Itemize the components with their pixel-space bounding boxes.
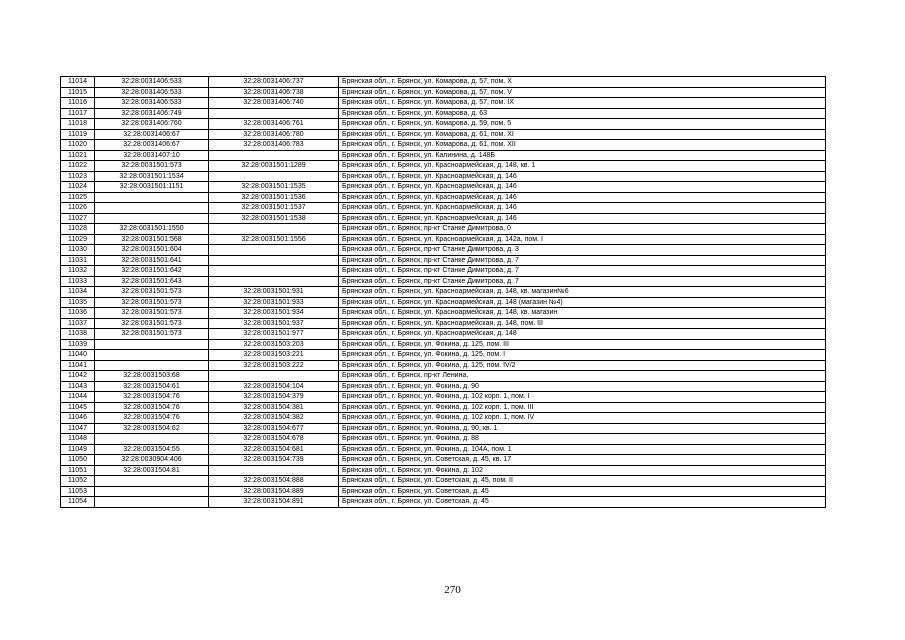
address-cell: Брянская обл., г. Брянск, ул. Фокина, д. 90: [339, 381, 826, 392]
address-cell: Брянская обл., г. Брянск, ул. Фокина, д. 104А, пом. 1: [339, 444, 826, 455]
table-row: [61, 329, 826, 340]
table-row: [61, 161, 826, 172]
table-row: [61, 150, 826, 161]
address-cell: Брянская обл., г. Брянск, ул. Красноармейская, д. 148, кв. магазин№6: [339, 287, 826, 298]
object-cadastral-number-cell: 32:28:0031504:678: [209, 434, 339, 445]
address-cell: Брянская обл., г. Брянск, ул. Советская, д. 45, пом. II: [339, 476, 826, 487]
page-number: 270: [444, 584, 461, 596]
object-cadastral-number-cell: 32:28:0031503:222: [209, 360, 339, 371]
land-cadastral-number-cell: 32:28:0031504:61: [95, 381, 209, 392]
object-cadastral-number-cell: 32:28:0031501:934: [209, 308, 339, 319]
land-cadastral-number-cell: 32:28:0031406:749: [95, 108, 209, 119]
land-cadastral-number-cell: 32:28:0031501:1151: [95, 182, 209, 193]
land-cadastral-number-cell: 32:28:0031501:573: [95, 297, 209, 308]
object-cadastral-number-cell: 32:28:0031501:1289: [209, 161, 339, 172]
address-cell: Брянская обл., г. Брянск, ул. Фокина, д. 102 корп. 1, пом. III: [339, 402, 826, 413]
land-cadastral-number-cell: [95, 192, 209, 203]
table-row: [61, 318, 826, 329]
row-number-cell: 11053: [61, 486, 95, 497]
land-cadastral-number-cell: [95, 213, 209, 224]
table-row: [61, 234, 826, 245]
land-cadastral-number-cell: 32:28:0031407:10: [95, 150, 209, 161]
land-cadastral-number-cell: 32:28:0031501:641: [95, 255, 209, 266]
table-row: [61, 266, 826, 277]
registry-table: [60, 76, 826, 508]
row-number-cell: 11042: [61, 371, 95, 382]
row-number-cell: 11021: [61, 150, 95, 161]
land-cadastral-number-cell: 32:28:0031501:573: [95, 308, 209, 319]
row-number-cell: 11031: [61, 255, 95, 266]
object-cadastral-number-cell: 32:28:0031504:382: [209, 413, 339, 424]
registry-table-body: [61, 77, 826, 508]
land-cadastral-number-cell: 32:28:0031504:62: [95, 423, 209, 434]
address-cell: Брянская обл., г. Брянск, ул. Красноармейская, д. 148 (магазин №4): [339, 297, 826, 308]
table-row: [61, 77, 826, 88]
object-cadastral-number-cell: 32:28:0031504:381: [209, 402, 339, 413]
row-number-cell: 11043: [61, 381, 95, 392]
address-cell: Брянская обл., г. Брянск, ул. Красноармейская, д. 148, кв. 1: [339, 161, 826, 172]
address-cell: Брянская обл., г. Брянск, ул. Красноармейская, д. 146: [339, 192, 826, 203]
row-number-cell: 11044: [61, 392, 95, 403]
object-cadastral-number-cell: 32:28:0031501:1536: [209, 192, 339, 203]
table-row: [61, 182, 826, 193]
land-cadastral-number-cell: 32:28:0031406:760: [95, 119, 209, 130]
address-cell: Брянская обл., г. Брянск, пр-кт Станке Димитрова, д. 7: [339, 266, 826, 277]
object-cadastral-number-cell: [209, 465, 339, 476]
land-cadastral-number-cell: 32:28:0031501:643: [95, 276, 209, 287]
land-cadastral-number-cell: 32:28:0031504:81: [95, 465, 209, 476]
object-cadastral-number-cell: 32:28:0031501:933: [209, 297, 339, 308]
table-row: [61, 287, 826, 298]
object-cadastral-number-cell: 32:28:0031501:1556: [209, 234, 339, 245]
land-cadastral-number-cell: 32:28:0031504:55: [95, 444, 209, 455]
address-cell: Брянская обл., г. Брянск, пр-кт Станке Димитрова, 0: [339, 224, 826, 235]
row-number-cell: 11014: [61, 77, 95, 88]
table-row: [61, 423, 826, 434]
land-cadastral-number-cell: 32:28:0031501:604: [95, 245, 209, 256]
object-cadastral-number-cell: 32:28:0031501:1535: [209, 182, 339, 193]
table-row: [61, 402, 826, 413]
land-cadastral-number-cell: 32:28:0031503:68: [95, 371, 209, 382]
object-cadastral-number-cell: 32:28:0031501:937: [209, 318, 339, 329]
address-cell: Брянская обл., г. Брянск, пр-кт Станке Димитрова, д. 3: [339, 245, 826, 256]
table-row: [61, 486, 826, 497]
object-cadastral-number-cell: [209, 276, 339, 287]
table-row: [61, 224, 826, 235]
address-cell: Брянская обл., г. Брянск, ул. Советская, д. 45: [339, 486, 826, 497]
row-number-cell: 11045: [61, 402, 95, 413]
land-cadastral-number-cell: 32:28:0031501:573: [95, 287, 209, 298]
land-cadastral-number-cell: [95, 434, 209, 445]
land-cadastral-number-cell: 32:28:0031406:67: [95, 129, 209, 140]
object-cadastral-number-cell: 32:28:0031406:737: [209, 77, 339, 88]
row-number-cell: 11032: [61, 266, 95, 277]
object-cadastral-number-cell: [209, 150, 339, 161]
row-number-cell: 11019: [61, 129, 95, 140]
land-cadastral-number-cell: 32:28:0031504:76: [95, 402, 209, 413]
row-number-cell: 11041: [61, 360, 95, 371]
land-cadastral-number-cell: 32:28:0031501:573: [95, 318, 209, 329]
land-cadastral-number-cell: 32:28:0031504:76: [95, 392, 209, 403]
table-row: [61, 444, 826, 455]
row-number-cell: 11034: [61, 287, 95, 298]
table-row: [61, 98, 826, 109]
row-number-cell: 11050: [61, 455, 95, 466]
object-cadastral-number-cell: 32:28:0031504:891: [209, 497, 339, 508]
row-number-cell: 11052: [61, 476, 95, 487]
object-cadastral-number-cell: 32:28:0031406:780: [209, 129, 339, 140]
table-row: [61, 140, 826, 151]
row-number-cell: 11018: [61, 119, 95, 130]
object-cadastral-number-cell: [209, 266, 339, 277]
table-row: [61, 455, 826, 466]
row-number-cell: 11023: [61, 171, 95, 182]
row-number-cell: 11049: [61, 444, 95, 455]
address-cell: Брянская обл., г. Брянск, ул. Красноармейская, д. 146: [339, 213, 826, 224]
object-cadastral-number-cell: 32:28:0031501:977: [209, 329, 339, 340]
table-row: [61, 108, 826, 119]
table-row: [61, 476, 826, 487]
table-row: [61, 87, 826, 98]
table-row: [61, 308, 826, 319]
object-cadastral-number-cell: 32:28:0031406:761: [209, 119, 339, 130]
table-row: [61, 203, 826, 214]
table-row: [61, 465, 826, 476]
row-number-cell: 11016: [61, 98, 95, 109]
address-cell: Брянская обл., г. Брянск, ул. Фокина, д. 88: [339, 434, 826, 445]
object-cadastral-number-cell: [209, 371, 339, 382]
table-row: [61, 413, 826, 424]
row-number-cell: 11047: [61, 423, 95, 434]
object-cadastral-number-cell: 32:28:0031504:739: [209, 455, 339, 466]
land-cadastral-number-cell: 32:28:0031501:568: [95, 234, 209, 245]
row-number-cell: 11020: [61, 140, 95, 151]
object-cadastral-number-cell: 32:28:0031504:379: [209, 392, 339, 403]
row-number-cell: 11035: [61, 297, 95, 308]
row-number-cell: 11025: [61, 192, 95, 203]
table-row: [61, 434, 826, 445]
row-number-cell: 11040: [61, 350, 95, 361]
object-cadastral-number-cell: 32:28:0031504:104: [209, 381, 339, 392]
object-cadastral-number-cell: 32:28:0031504:677: [209, 423, 339, 434]
address-cell: Брянская обл., г. Брянск, пр-кт Станке Димитрова, д. 7: [339, 276, 826, 287]
address-cell: Брянская обл., г. Брянск, ул. Комарова, д. 63: [339, 108, 826, 119]
land-cadastral-number-cell: [95, 497, 209, 508]
address-cell: Брянская обл., г. Брянск, ул. Красноармейская, д. 146: [339, 203, 826, 214]
object-cadastral-number-cell: 32:28:0031406:740: [209, 98, 339, 109]
object-cadastral-number-cell: 32:28:0031501:1538: [209, 213, 339, 224]
land-cadastral-number-cell: 32:28:0031501:573: [95, 161, 209, 172]
object-cadastral-number-cell: [209, 255, 339, 266]
table-row: [61, 276, 826, 287]
address-cell: Брянская обл., г. Брянск, ул. Калинина, д. 148Б: [339, 150, 826, 161]
address-cell: Брянская обл., г. Брянск, ул. Фокина, д. 90, кв. 1: [339, 423, 826, 434]
table-row: [61, 497, 826, 508]
row-number-cell: 11030: [61, 245, 95, 256]
table-row: [61, 171, 826, 182]
row-number-cell: 11015: [61, 87, 95, 98]
table-row: [61, 255, 826, 266]
address-cell: Брянская обл., г. Брянск, ул. Комарова, д. 61, пом. XII: [339, 140, 826, 151]
table-row: [61, 213, 826, 224]
land-cadastral-number-cell: [95, 350, 209, 361]
land-cadastral-number-cell: 32:28:0031501:1550: [95, 224, 209, 235]
row-number-cell: 11036: [61, 308, 95, 319]
land-cadastral-number-cell: 32:28:0031501:1534: [95, 171, 209, 182]
table-row: [61, 360, 826, 371]
table-row: [61, 297, 826, 308]
land-cadastral-number-cell: 32:28:0031406:533: [95, 98, 209, 109]
land-cadastral-number-cell: 32:28:0031406:533: [95, 77, 209, 88]
row-number-cell: 11033: [61, 276, 95, 287]
object-cadastral-number-cell: 32:28:0031503:203: [209, 339, 339, 350]
table-row: [61, 129, 826, 140]
land-cadastral-number-cell: [95, 360, 209, 371]
object-cadastral-number-cell: 32:28:0031504:681: [209, 444, 339, 455]
address-cell: Брянская обл., г. Брянск, ул. Красноармейская, д. 142а, пом. I: [339, 234, 826, 245]
object-cadastral-number-cell: 32:28:0031504:889: [209, 486, 339, 497]
row-number-cell: 11046: [61, 413, 95, 424]
row-number-cell: 11026: [61, 203, 95, 214]
land-cadastral-number-cell: 32:28:0030904:406: [95, 455, 209, 466]
row-number-cell: 11017: [61, 108, 95, 119]
object-cadastral-number-cell: 32:28:0031501:931: [209, 287, 339, 298]
table-row: [61, 192, 826, 203]
object-cadastral-number-cell: [209, 171, 339, 182]
row-number-cell: 11039: [61, 339, 95, 350]
address-cell: Брянская обл., г. Брянск, ул. Комарова, д. 57, пом. IX: [339, 98, 826, 109]
address-cell: Брянская обл., г. Брянск, ул. Комарова, д. 61, пом. XI: [339, 129, 826, 140]
address-cell: Брянская обл., г. Брянск, ул. Фокина, д. 102 корп. 1, пом. IV: [339, 413, 826, 424]
address-cell: Брянская обл., г. Брянск, ул. Фокина, д. 125, пом. III: [339, 339, 826, 350]
row-number-cell: 11054: [61, 497, 95, 508]
row-number-cell: 11038: [61, 329, 95, 340]
land-cadastral-number-cell: 32:28:0031501:573: [95, 329, 209, 340]
address-cell: Брянская обл., г. Брянск, ул. Красноармейская, д. 148, пом. III: [339, 318, 826, 329]
row-number-cell: 11048: [61, 434, 95, 445]
table-row: [61, 119, 826, 130]
table-row: [61, 350, 826, 361]
object-cadastral-number-cell: [209, 224, 339, 235]
address-cell: Брянская обл., г. Брянск, пр-кт Ленина,: [339, 371, 826, 382]
address-cell: Брянская обл., г. Брянск, пр-кт Станке Димитрова, д. 7: [339, 255, 826, 266]
object-cadastral-number-cell: [209, 108, 339, 119]
land-cadastral-number-cell: [95, 486, 209, 497]
object-cadastral-number-cell: [209, 245, 339, 256]
table-row: [61, 245, 826, 256]
address-cell: Брянская обл., г. Брянск, ул. Советская, д. 45: [339, 497, 826, 508]
table-row: [61, 381, 826, 392]
address-cell: Брянская обл., г. Брянск, ул. Красноармейская, д. 148: [339, 329, 826, 340]
address-cell: Брянская обл., г. Брянск, ул. Фокина, д. 125, пом. I: [339, 350, 826, 361]
table-row: [61, 392, 826, 403]
address-cell: Брянская обл., г. Брянск, ул. Фокина, д. 102 корп. 1, пом. I: [339, 392, 826, 403]
address-cell: Брянская обл., г. Брянск, ул. Комарова, д. 59, пом. 5: [339, 119, 826, 130]
address-cell: Брянская обл., г. Брянск, ул. Фокина, д. 102: [339, 465, 826, 476]
address-cell: Брянская обл., г. Брянск, ул. Комарова, д. 57, пом. V: [339, 87, 826, 98]
row-number-cell: 11028: [61, 224, 95, 235]
row-number-cell: 11029: [61, 234, 95, 245]
row-number-cell: 11037: [61, 318, 95, 329]
land-cadastral-number-cell: 32:28:0031501:642: [95, 266, 209, 277]
address-cell: Брянская обл., г. Брянск, ул. Красноармейская, д. 146: [339, 182, 826, 193]
land-cadastral-number-cell: [95, 476, 209, 487]
land-cadastral-number-cell: [95, 339, 209, 350]
land-cadastral-number-cell: 32:28:0031504:76: [95, 413, 209, 424]
object-cadastral-number-cell: 32:28:0031406:738: [209, 87, 339, 98]
row-number-cell: 11027: [61, 213, 95, 224]
object-cadastral-number-cell: 32:28:0031504:888: [209, 476, 339, 487]
table-row: [61, 371, 826, 382]
object-cadastral-number-cell: 32:28:0031406:783: [209, 140, 339, 151]
address-cell: Брянская обл., г. Брянск, ул. Красноармейская, д. 148, кв. магазин: [339, 308, 826, 319]
object-cadastral-number-cell: 32:28:0031501:1537: [209, 203, 339, 214]
address-cell: Брянская обл., г. Брянск, ул. Фокина, д. 125, пом. IV/2: [339, 360, 826, 371]
land-cadastral-number-cell: 32:28:0031406:67: [95, 140, 209, 151]
row-number-cell: 11051: [61, 465, 95, 476]
row-number-cell: 11024: [61, 182, 95, 193]
address-cell: Брянская обл., г. Брянск, ул. Красноармейская, д. 146: [339, 171, 826, 182]
table-row: [61, 339, 826, 350]
land-cadastral-number-cell: [95, 203, 209, 214]
land-cadastral-number-cell: 32:28:0031406:533: [95, 87, 209, 98]
object-cadastral-number-cell: 32:28:0031503:221: [209, 350, 339, 361]
address-cell: Брянская обл., г. Брянск, ул. Комарова, д. 57, пом. X: [339, 77, 826, 88]
row-number-cell: 11022: [61, 161, 95, 172]
address-cell: Брянская обл., г. Брянск, ул. Советская, д. 45, кв. 17: [339, 455, 826, 466]
